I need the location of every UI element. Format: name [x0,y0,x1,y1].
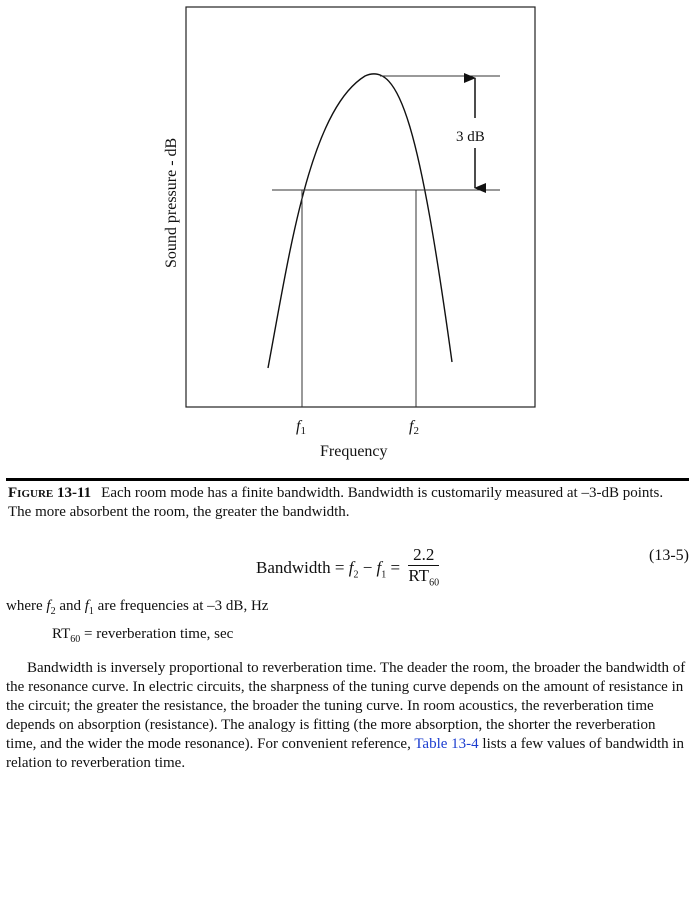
table-13-4-link[interactable]: Table 13-4 [414,736,479,752]
x-axis-label: Frequency [320,443,388,460]
definition-rt-text: = reverberation time, sec [80,626,234,642]
definition-frequencies-text: are frequencies at –3 dB, Hz [93,598,269,614]
equation-denominator-text: RT [408,566,430,585]
definition-f2: f [46,598,51,614]
f1-tick-label: f1 [296,418,306,437]
db-annotation: 3 dB [456,129,485,145]
definition-and: and [55,598,85,614]
bandwidth-equation [0,533,695,589]
equation-body [256,545,439,593]
y-axis-label: Sound pressure - dB [163,137,180,268]
equation-f2: f [348,558,354,578]
equation-f1-sub: 1 [381,569,387,581]
equation-number: (13-5) [649,547,689,564]
definition-f1: f [84,598,89,614]
variable-definitions [6,595,268,651]
equation-denominator-sub: 60 [429,577,440,589]
equation-fraction [408,545,439,593]
equation-minus: − [358,558,377,578]
figure-caption [8,484,680,522]
definition-line-rt60 [6,623,268,651]
paragraph-text-end: lists a few values of bandwidth in relation to reverberation time. [6,736,685,771]
equation-lhs: Bandwidth = [256,558,349,578]
figure-number: Figure 13-11 [8,485,92,501]
definition-rt-sub: 60 [70,634,81,645]
paragraph-text-start: Bandwidth is inversely proportional to reverberation time. The deader the room, the broader the bandwidth of the resonance curve. In electric circuits, the sharpness of the tuning curve depends on the amount of resistance in the circuit; the greater the resistance, the broader the tuning curve. In room acoustics, the reverberation time depends on absorption (resistance). The analogy is fitting (the more absorption, the shorter the reverberation time, and the wider the mode resonance). For convenient reference, [6,660,686,752]
definition-prefix: where [6,598,47,614]
equation-f2-sub: 2 [353,569,359,581]
plot-frame [186,7,535,407]
resonance-curve [268,74,452,368]
definition-rt: RT [52,626,71,642]
equation-numerator: 2.2 [408,545,439,566]
f2-tick-label: f2 [409,418,419,437]
equation-f1: f [376,558,382,578]
definition-f2-sub: 2 [50,606,56,617]
definition-line-frequencies [6,595,268,623]
equation-equals: = [386,558,405,578]
body-paragraph [6,659,686,773]
caption-divider [6,478,689,481]
definition-f1-sub: 1 [88,606,94,617]
equation-denominator [408,566,439,593]
caption-text: Each room mode has a finite bandwidth. Bandwidth is customarily measured at –3-dB points. The more absorbent the room, the greater the bandwidth. [8,485,664,520]
